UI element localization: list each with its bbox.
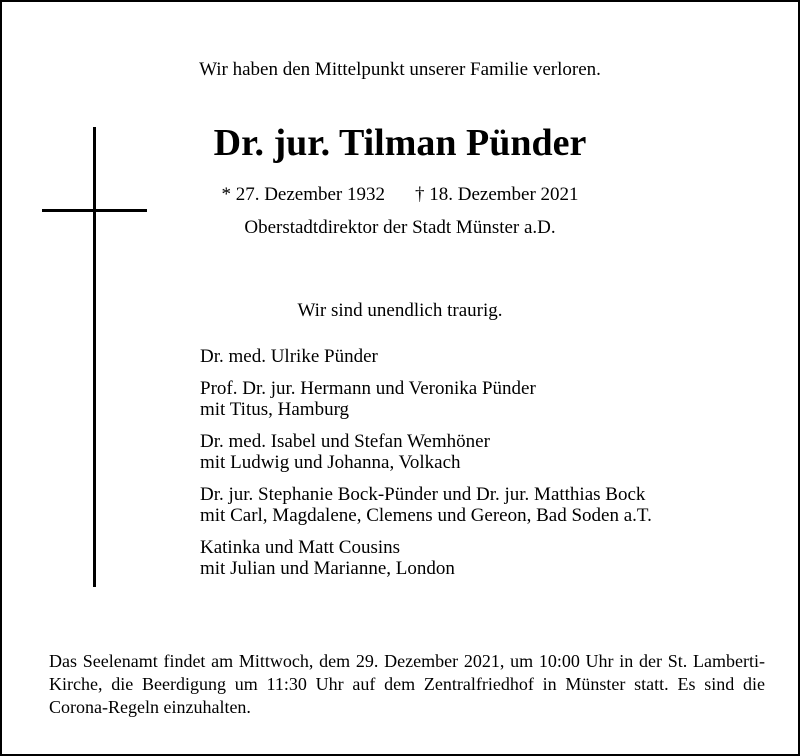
family-entry-line1: Dr. med. Isabel und Stefan Wemhöner — [200, 431, 490, 452]
deceased-position: Oberstadtdirektor der Stadt Münster a.D. — [244, 217, 556, 238]
family-entry — [200, 484, 780, 526]
mourning-line: Wir sind unendlich traurig. — [297, 300, 503, 321]
family-entry-line1: Katinka und Matt Cousins — [200, 537, 401, 558]
deceased-name: Dr. jur. Tilman Pünder — [213, 122, 587, 164]
death-date: † 18. Dezember 2021 — [415, 184, 579, 205]
birth-date: * 27. Dezember 1932 — [221, 184, 385, 205]
life-dates — [2, 182, 798, 208]
family-entry — [200, 346, 780, 367]
family-entry — [200, 378, 780, 420]
family-entry-line2: mit Ludwig und Johanna, Volkach — [200, 452, 461, 473]
intro-line: Wir haben den Mittelpunkt unserer Familie verloren. — [199, 59, 601, 80]
family-entry-line1: Dr. jur. Stephanie Bock-Pünder und Dr. jur. Matthias Bock — [200, 484, 646, 505]
family-entry-line2: mit Carl, Magdalene, Clemens und Gereon, Bad Soden a.T. — [200, 505, 652, 526]
family-entry — [200, 431, 780, 473]
family-entry — [200, 537, 780, 579]
family-entry-line1: Dr. med. Ulrike Pünder — [200, 346, 378, 367]
family-list — [200, 346, 780, 590]
cross-horizontal-bar — [42, 209, 147, 212]
cross-vertical-bar — [93, 127, 96, 587]
family-entry-line2: mit Titus, Hamburg — [200, 399, 350, 420]
family-entry-line2: mit Julian und Marianne, London — [200, 558, 455, 579]
family-entry-line1: Prof. Dr. jur. Hermann und Veronika Pünder — [200, 378, 536, 399]
funeral-announcement: Das Seelenamt findet am Mittwoch, dem 29. Dezember 2021, um 10:00 Uhr in der St. Lamberti-Kirche, die Beerdigung um 11:30 Uhr auf dem Zentralfriedhof in Münster statt. Es sind die Corona-Regeln einzuhalten. — [49, 651, 765, 717]
